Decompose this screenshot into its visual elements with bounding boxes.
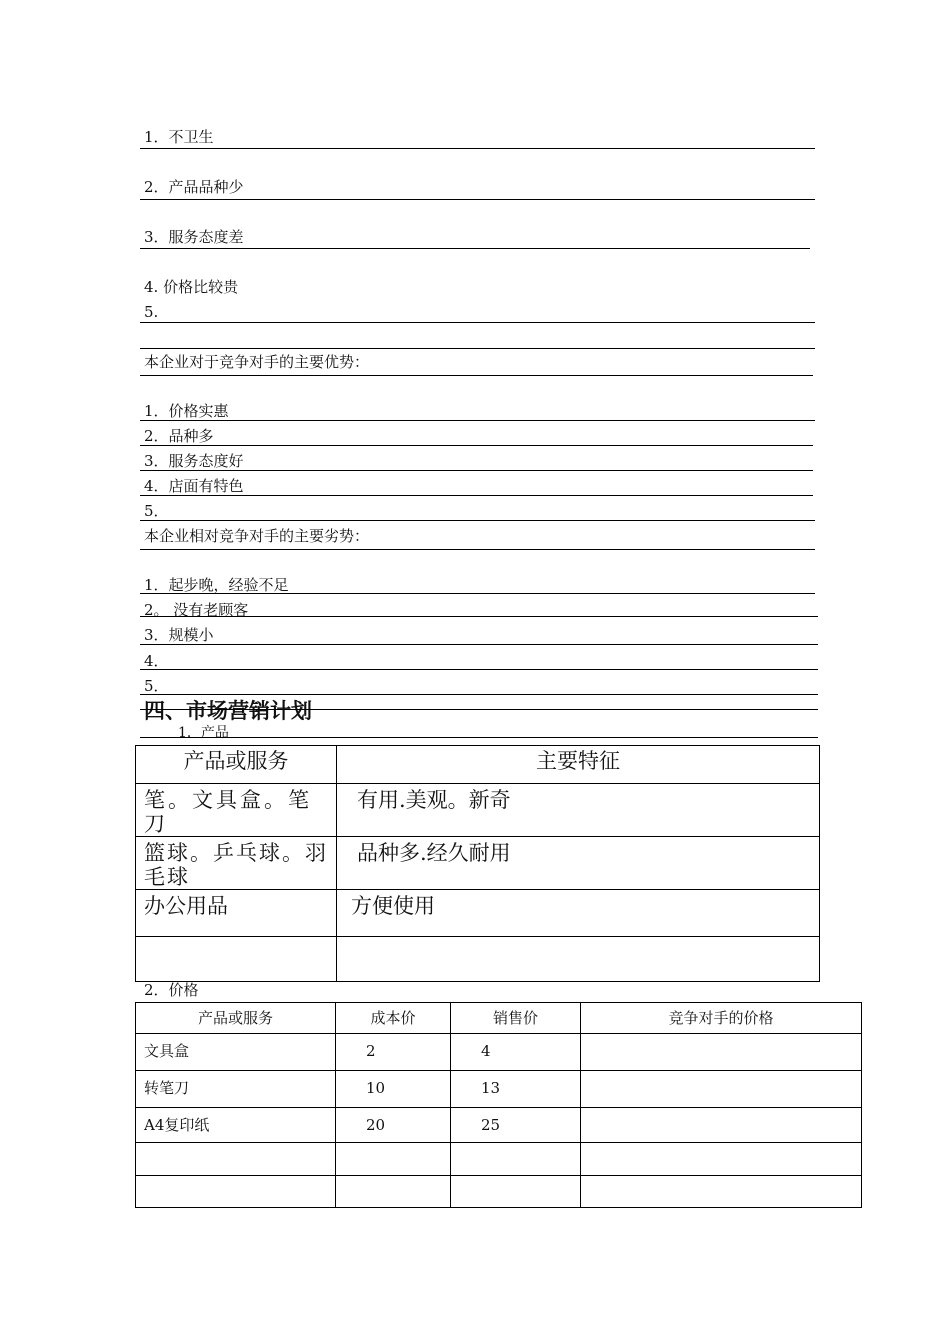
- advantage-item-5: 5．: [144, 502, 169, 520]
- underline: [140, 199, 815, 200]
- table-header-row: [136, 1003, 862, 1034]
- product-cell: [136, 1176, 336, 1208]
- features-cell: 品种多.经久耐用: [337, 837, 820, 890]
- column-header-features: 主要特征: [337, 746, 820, 784]
- sale-cell: 25: [451, 1108, 581, 1143]
- disadvantage-item-5: 5.: [144, 303, 159, 321]
- cost-cell: [336, 1176, 451, 1208]
- table-row: [136, 1034, 862, 1071]
- weakness-item-1: 1．起步晚，经验不足: [144, 576, 289, 594]
- disadvantage-item-1: 1．不卫生: [144, 128, 214, 146]
- advantage-item-1: 1．价格实惠: [144, 402, 229, 420]
- advantage-item-4: 4．店面有特色: [144, 477, 244, 495]
- price-table: [135, 1002, 862, 1208]
- underline: [140, 593, 815, 594]
- product-subheading: 1．产品: [178, 725, 229, 741]
- product-cell: 文具盒: [136, 1034, 336, 1071]
- weakness-item-2: 2。 没有老顾客: [144, 601, 249, 619]
- table-row: [136, 1143, 862, 1176]
- table-row: [136, 890, 820, 937]
- features-cell: 方便使用: [337, 890, 820, 937]
- weakness-item-3: 3．规模小: [144, 626, 214, 644]
- underline: [140, 737, 818, 738]
- underline: [140, 375, 813, 376]
- underline: [140, 348, 815, 349]
- column-header-competitor: 竞争对手的价格: [581, 1003, 862, 1034]
- product-cell: 转笔刀: [136, 1071, 336, 1108]
- competitor-price-cell: [581, 1143, 862, 1176]
- table-row: [136, 784, 820, 837]
- column-header-product: 产品或服务: [136, 746, 337, 784]
- disadvantage-item-3: 3．服务态度差: [144, 228, 244, 246]
- underline: [140, 520, 815, 521]
- product-cell: 笔。文具盒。笔刀: [136, 784, 337, 837]
- sale-cell: 4: [451, 1034, 581, 1071]
- underline: [140, 694, 818, 695]
- weakness-item-5: 5．: [144, 677, 169, 695]
- underline: [140, 709, 818, 710]
- weakness-item-4: 4．: [144, 652, 169, 670]
- underline: [140, 669, 818, 670]
- competitor-price-cell: [581, 1176, 862, 1208]
- column-header-cost: 成本价: [336, 1003, 451, 1034]
- sale-cell: [451, 1176, 581, 1208]
- underline: [140, 495, 813, 496]
- cost-cell: 10: [336, 1071, 451, 1108]
- sale-cell: [451, 1143, 581, 1176]
- cost-cell: 20: [336, 1108, 451, 1143]
- underline: [140, 616, 818, 617]
- underline: [140, 470, 813, 471]
- cost-cell: 2: [336, 1034, 451, 1071]
- column-header-sale: 销售价: [451, 1003, 581, 1034]
- table-row: [136, 1108, 862, 1143]
- underline: [140, 644, 818, 645]
- competitor-price-cell: [581, 1108, 862, 1143]
- sale-cell: 13: [451, 1071, 581, 1108]
- underline: [140, 420, 815, 421]
- table-row: [136, 837, 820, 890]
- underline: [140, 322, 815, 323]
- weaknesses-heading: 本企业相对竞争对手的主要劣势：: [144, 527, 370, 545]
- cost-cell: [336, 1143, 451, 1176]
- features-cell: [337, 937, 820, 982]
- competitor-price-cell: [581, 1071, 862, 1108]
- advantages-heading: 本企业对于竞争对手的主要优势：: [144, 353, 370, 371]
- price-subheading: 2．价格: [144, 981, 199, 999]
- table-row: [136, 937, 820, 982]
- product-cell: [136, 1143, 336, 1176]
- underline: [140, 148, 815, 149]
- product-cell: A4复印纸: [136, 1108, 336, 1143]
- underline: [140, 549, 815, 550]
- underline: [140, 445, 813, 446]
- competitor-price-cell: [581, 1034, 862, 1071]
- disadvantage-item-2: 2．产品品种少: [144, 178, 244, 196]
- table-row: [136, 1071, 862, 1108]
- product-table: [135, 745, 820, 982]
- product-cell: 办公用品: [136, 890, 337, 937]
- table-header-row: [136, 746, 820, 784]
- advantage-item-2: 2．品种多: [144, 427, 214, 445]
- features-cell: 有用.美观。新奇: [337, 784, 820, 837]
- column-header-product: 产品或服务: [136, 1003, 336, 1034]
- advantage-item-3: 3．服务态度好: [144, 452, 244, 470]
- underline: [140, 248, 810, 249]
- table-row: [136, 1176, 862, 1208]
- section-title: 四、市场营销计划: [144, 699, 312, 723]
- product-cell: [136, 937, 337, 982]
- disadvantage-item-4: 4. 价格比较贵: [144, 278, 239, 296]
- product-cell: 篮球。乒乓球。羽毛球: [136, 837, 337, 890]
